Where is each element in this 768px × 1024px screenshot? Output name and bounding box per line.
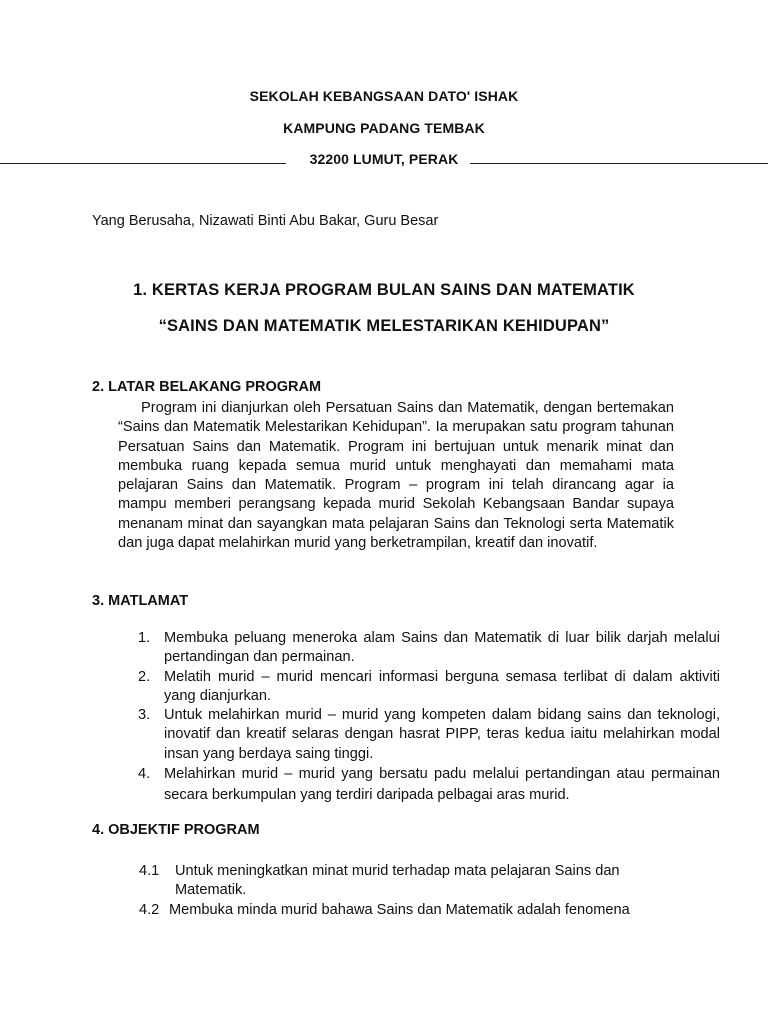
list-item bbox=[138, 706, 720, 764]
list-item-number: 3. bbox=[138, 707, 151, 724]
objective-text-line: Matematik. bbox=[175, 882, 247, 899]
document-title: 1. KERTAS KERJA PROGRAM BULAN SAINS DAN MATEMATIK bbox=[133, 281, 635, 299]
list-item-text: Untuk melahirkan murid – murid yang kompeten dalam bidang sains dan teknologi, inovatif dan kreatif selaras dengan hasrat PIPP, teras kedua iaitu melahirkan modal insan yang berdaya saing tinggi. bbox=[164, 707, 720, 762]
objective-text-line: Untuk meningkatkan minat murid terhadap mata pelajaran Sains dan bbox=[175, 863, 620, 879]
section-heading-background: 2. LATAR BELAKANG PROGRAM bbox=[92, 379, 322, 395]
objective-number: 4.1 bbox=[139, 863, 160, 879]
list-item-text: Melatih murid – murid mencari informasi berguna semasa terlibat di dalam aktiviti yang dianjurkan. bbox=[164, 668, 720, 704]
school-name: SEKOLAH KEBANGSAAN DATO' ISHAK bbox=[249, 88, 519, 104]
header-divider-right bbox=[470, 163, 768, 164]
school-postcode-city: 32200 LUMUT, PERAK bbox=[309, 151, 459, 167]
list-item-text: Membuka peluang meneroka alam Sains dan Matematik di luar bilik darjah melalui pertandingan dan permainan. bbox=[164, 630, 720, 666]
list-item-number: 1. bbox=[138, 630, 151, 646]
list-item-text: Melahirkan murid – murid yang bersatu padu melalui pertandingan atau permainan secara berkumpulan yang terdiri daripada pelbagai aras murid. bbox=[164, 766, 720, 804]
document-theme: “SAINS DAN MATEMATIK MELESTARIKAN KEHIDUPAN” bbox=[158, 317, 610, 335]
header-divider-left bbox=[0, 163, 286, 164]
school-village: KAMPUNG PADANG TEMBAK bbox=[283, 120, 485, 136]
section-heading-objectives: 4. OBJEKTIF PROGRAM bbox=[92, 822, 260, 838]
list-item bbox=[138, 629, 720, 668]
list-item bbox=[138, 764, 720, 806]
section-heading-goals: 3. MATLAMAT bbox=[92, 593, 189, 609]
list-item-number: 4. bbox=[138, 766, 151, 783]
author-byline: Yang Berusaha, Nizawati Binti Abu Bakar, Guru Besar bbox=[92, 213, 439, 229]
objective-number: 4.2 bbox=[139, 902, 160, 918]
objective-text-line: Membuka minda murid bahawa Sains dan Matematik adalah fenomena bbox=[169, 902, 630, 918]
objective-item bbox=[139, 862, 679, 901]
list-item-number: 2. bbox=[138, 668, 151, 685]
objective-item bbox=[139, 901, 699, 920]
list-item bbox=[138, 668, 720, 707]
background-paragraph: Program ini dianjurkan oleh Persatuan Sains dan Matematik, dengan bertemakan “Sains dan Matematik Melestarikan Kehidupan”. Ia merupakan satu program tahunan Persatuan Sains dan Matematik. Program ini bertujuan untuk menarik minat dan membuka ruang kepada semua murid untuk menghayati dan memahami mata pelajaran Sains dan Matematik. Program – program ini telah dirancang agar ia mampu memberi perangsang kepada murid Sekolah Kebangsaan Bandar supaya menanam minat dan sayangkan mata pelajaran Sains dan Teknologi serta Matematik dan juga dapat melahirkan murid yang berketrampilan, kreatif dan inovatif. bbox=[118, 400, 674, 552]
goals-list bbox=[118, 629, 720, 806]
